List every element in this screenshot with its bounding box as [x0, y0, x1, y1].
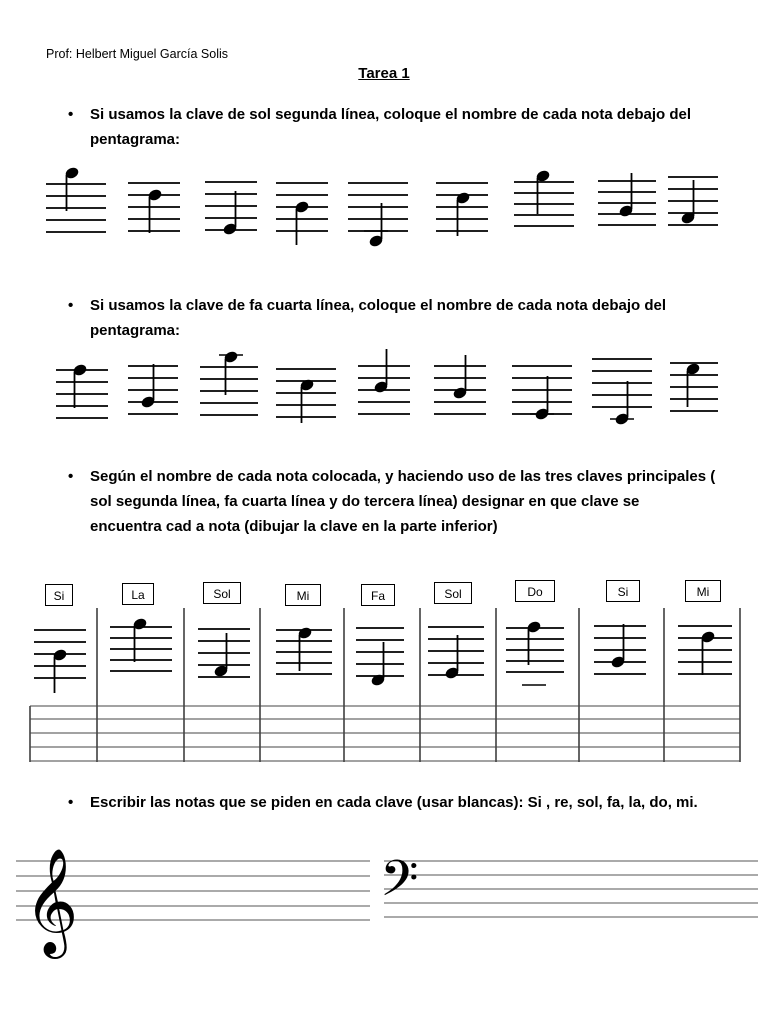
staff-1 — [128, 183, 180, 233]
staff-6 — [514, 169, 574, 226]
instruction-3-line3: encuentra cad a nota (dibujar la clave en la parte inferior) — [90, 518, 498, 535]
note-label-5: Fa — [361, 584, 395, 606]
note-label-2: La — [122, 583, 154, 605]
note-label-6: Sol — [434, 582, 472, 604]
instruction-1: • Si usamos la clave de sol segunda línea, coloque el nombre de cada nota debajo del pentagrama: — [90, 102, 691, 152]
instruction-2: • Si usamos la clave de fa cuarta línea, coloque el nombre de cada nota debajo del pentagrama: — [90, 293, 666, 343]
staff-7 — [592, 359, 652, 426]
staff-8 — [668, 177, 718, 225]
note-label-4: Mi — [285, 584, 321, 606]
staff-5 — [434, 355, 486, 414]
instruction-3: • Según el nombre de cada nota colocada, y haciendo uso de las tres claves principales ( sol segunda línea, fa cuarta línea y do tercera línea) designar en que clave se encuentra cad a nota (dibujar la clave en la parte inferior) — [90, 464, 715, 539]
instruction-1-line2: pentagrama: — [90, 131, 181, 148]
treble-clef-icon: 𝄞 — [24, 847, 79, 954]
staff-8 — [670, 362, 718, 411]
staff-0 — [34, 630, 86, 693]
page-title: Tarea 1 — [358, 65, 410, 82]
staff-4 — [358, 349, 410, 414]
instruction-4: • Escribir las notas que se piden en cada clave (usar blancas): Si , re, sol, fa, la, do, mi. — [90, 790, 698, 815]
staff-6 — [512, 366, 572, 421]
exercise-1-staves — [46, 166, 718, 249]
staff-2 — [205, 182, 257, 236]
staff-3 — [276, 626, 332, 674]
exercise-3-staves — [34, 617, 732, 693]
staff-4 — [348, 183, 408, 248]
author-name: Prof: Helbert Miguel García Solis — [46, 47, 229, 61]
staff-0 — [46, 166, 106, 232]
staff-1 — [128, 364, 178, 414]
instruction-4-line1: Escribir las notas que se piden en cada clave (usar blancas): Si , re, sol, fa, la, do, mi. — [90, 794, 698, 811]
staff-6 — [506, 620, 564, 685]
staff-8 — [678, 626, 732, 675]
staff-2 — [200, 350, 258, 415]
staff-1 — [110, 617, 172, 671]
exercise-2-staves — [56, 349, 718, 426]
note-label-9: Mi — [685, 580, 721, 602]
staff-0 — [56, 363, 108, 418]
staff-5 — [428, 627, 484, 680]
bass-clef-icon: 𝄢 — [380, 850, 419, 920]
note-label-8: Si — [606, 580, 640, 602]
exercise-3-answer-grid — [30, 608, 740, 762]
instruction-3-line2: sol segunda línea, fa cuarta línea y do tercera línea) designar en que clave se — [90, 493, 640, 510]
instruction-2-line1: Si usamos la clave de fa cuarta línea, coloque el nombre de cada nota debajo del — [90, 297, 667, 314]
note-label-3: Sol — [203, 582, 241, 604]
instruction-2-line2: pentagrama: — [90, 322, 181, 339]
staff-7 — [598, 173, 656, 225]
staff-3 — [276, 369, 336, 423]
instruction-3-line1: Según el nombre de cada nota colocada, y haciendo uso de las tres claves principales ( — [90, 468, 716, 485]
staff-3 — [276, 183, 328, 245]
instruction-1-line1: Si usamos la clave de sol segunda línea, coloque el nombre de cada nota debajo del — [90, 106, 692, 123]
staff-5 — [436, 183, 488, 236]
staff-4 — [356, 628, 404, 687]
note-label-1: Si — [45, 584, 73, 606]
staff-7 — [594, 624, 646, 674]
staff-2 — [198, 629, 250, 678]
note-label-7: Do — [515, 580, 555, 602]
